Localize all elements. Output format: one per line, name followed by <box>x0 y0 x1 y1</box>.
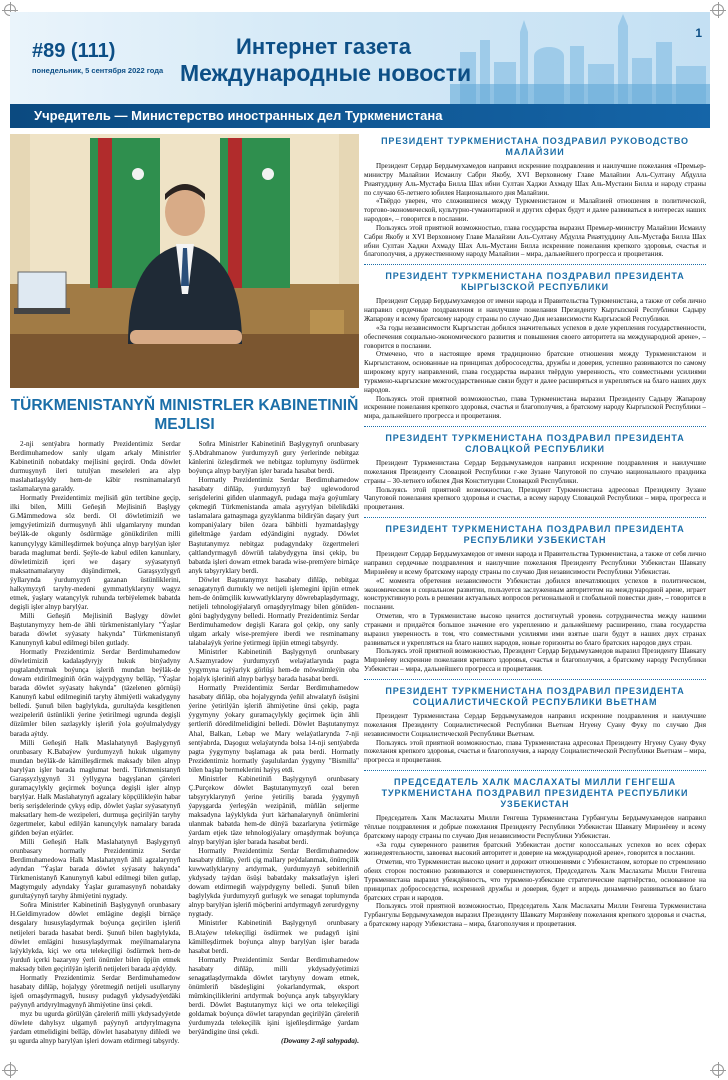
separator <box>364 517 706 518</box>
paragraph: Пользуясь этой приятной возможностью, Президент Туркменистана адресовал Президенту Зузане Чапутовой пожелания крепкого здоровья и счастья, а всему народу Словацкой Республики – мира, прогресса и процветания. <box>364 485 706 512</box>
paragraph: Отметив, что в Туркменистане высоко ценится достигнутый уровень сотрудничества между нашими странами и придаётся большое значение его укреплению и дальнейшему расширению, глава государства выразил уверенность в том, что совместными усилиями ими взятые шаги будут в наших двух странах развиваться и укрепляться на благо наших народов, новые горизонты во благо братских народов двух стран. <box>364 612 706 647</box>
article-title: ПРЕДСЕДАТЕЛЬ ХАЛК МАСЛАХАТЫ МИЛЛИ ГЕНГЕША ТУРКМЕНИСТАНА ПОЗДРАВИЛ ПРЕЗИДЕНТА РЕСПУБЛИКИ УЗБЕКИСТАН <box>381 777 689 810</box>
issue-date: понедельник, 5 сентября 2022 года <box>32 66 164 75</box>
paragraph: Отмечено, что в настоящее время традиционно братские отношения между Туркменистаном и Кыргызстаном, основанные на принципах добрососедства, дружбы и доверия, успешно развиваются по самому широкому кругу направлений, глава государства выразил твёрдую уверенность, что совместными усилиями туркмено-кыргызские межгосударственные связи будут и далее расширяться и укрепляться на благо наших двух народов. <box>364 350 706 394</box>
paragraph: Hormatly Prezidentimiz Serdar Berdimuhamedow hasabaty diňläp, milli ykdysadyýetimizi senagatlaşdyrmakda döwlet taryhyny dowam etmek, önümleriň bäsdeşligini ýokarlandyrmak, eksport mümkinçiliklerini artdyrmak boýunça anyk tabşyryklary berdi. Döwlet Baştutanymyz kiçi we orta telekeçiligi goldamak boýunça döwlet tarapyndan geçirilýän çäreleriň ýurdumyzda telekeçilik işini işjeňleşdirmäge ýardam berýändigine ünsi çekdi. <box>188 955 359 1037</box>
article-title: ПРЕЗИДЕНТ ТУРКМЕНИСТАНА ПОЗДРАВИЛ ПРЕЗИДЕНТА СОЦИАЛИСТИЧЕСКОЙ РЕСПУБЛИКИ ВЬЕТНАМ <box>385 685 685 707</box>
paragraph: Пользуясь этой приятной возможностью, Президент Сердар Бердымухамедов выразил Президенту Шавкату Мирзиёеву искренние пожелания крепкого здоровья, счастья и благополучия, а братскому народу Республики Узбекистан – мира, дальнейшего прогресса и процветания. <box>364 647 706 674</box>
paragraph: Ministrler Kabinetiniň Başlygynyň orunbasary Ç.Purçekow döwlet Baştutanymyzyň ozal beren tabşyryklarynyň ýerine ýetiriliş barada ýygymyň ýapyşgarda ýerleşýän wezipäniň, müňlän seljerme maksadyna laýyklykda ýurt kärhanalarynyň önümlerini ulanmak babatda hem-de dünýä bazarlaryna ýetirmäge ýardam etjek täze tehnologiýalary ornaşdyrmak boýunça alnyp barylýan işler barada hasabat berdi. <box>188 774 359 847</box>
paragraph: Hormatly Prezidentimiz Serdar Berdimuhamedow hasabaty diňläp, ýerli çig mallary peýdalanmak, önümçilik kuwwatlyklaryny artdyrmak, ýurdumyzyň sebitleriniň ykdysady taýdan ösüşi babatdaky maksatlaýyn işleri dowam etdirmegiň wajypdygyny belledi. Şunuň bilen baglylykda ýurdumyzyň gurluşyk we senagat toplumynda alnyp barylýan işleriň möçberini artdyrmagyň zerurdygyny nygtady. <box>188 847 359 919</box>
separator <box>364 679 706 680</box>
paragraph: Председатель Халк Маслахаты Милли Генгеша Туркменистана Гурбангулы Бердымухамедов направил тёплые поздравления и добрые пожелания Президенту Республики Узбекистан Шавкату Мирзиёеву и всему братскому народу страны по случаю Дня независимости Республики Узбекистан. <box>364 814 706 840</box>
article-title: ПРЕЗИДЕНТ ТУРКМЕНИСТАНА ПОЗДРАВИЛ ПРЕЗИДЕНТА КЫРГЫЗСКОЙ РЕСПУБЛИКИ <box>385 271 685 293</box>
newspaper-title-line2: Международные новости <box>180 60 472 86</box>
article-title: ПРЕЗИДЕНТ ТУРКМЕНИСТАНА ПОЗДРАВИЛ ПРЕЗИДЕНТА РЕСПУБЛИКИ УЗБЕКИСТАН <box>385 524 685 546</box>
founder-banner: Учредитель — Министерство иностранных дел Туркменистана <box>10 104 710 128</box>
registration-mark <box>712 1064 724 1076</box>
page-number: 1 <box>695 26 702 40</box>
paragraph: Milli Geňeşiň Mejlisiniň Başlygy döwlet Baştutanymyzy hem-de ähli türkmenistanlylary "Ýaşlar barada döwlet syýasaty hakynda" Türkmenistanyň Kanunynyň kabul edilmegi bilen gutlady. <box>10 611 181 648</box>
masthead <box>10 12 710 104</box>
right-news-column <box>364 134 706 1062</box>
newspaper-title-line1: Интернет газета <box>236 34 411 59</box>
paragraph: Milli Geňeşiň Halk Maslahatynyň Başlygynyň orunbasary K.Babaýew ýurdumyzyň hukuk ulgamyny mundan beýläk-de kämilleşdirmek maksady bilen alnyp barylýan işler barada maglumat berdi. Türkmenistanyň Garaşsyzlygynyň 31 ýyllygyna bagyşlanan çäreleri guramaçylykly geçirmek boýunça degişli işler alnyp barylýar. Halk Maslahatynyň agzalary köpçülikleýin habar beriş serişdelerinde çykyş edip, döwlet ýaşlar syýasatynyň maksatlary hem-de wezipeleri, durmuşa geçirilýän taryhy özgertmeler, kabul edilýän kanunçylyk namalary barada giňden beýan etýärler. <box>10 738 181 838</box>
paragraph: «С момента обретения независимости Узбекистан добился впечатляющих успехов в политическом, экономическом и социальном развитии, пользуется заслуженным авторитетом на международной арене, играет конструктивную роль в решении актуальных вопросов региональной и глобальной повестки дня», – говорится в послании. <box>364 576 706 612</box>
news-article <box>364 269 706 421</box>
issue-number: #89 (111) <box>32 40 116 62</box>
paragraph: «Твёрдо уверен, что сложившиеся между Туркменистаном и Малайзией отношения в политической, торгово-экономической, культурно-гуманитарной и других сферах будут и далее развиваться в интересах наших народов», – говорится в послании. <box>364 197 706 224</box>
paragraph: 2-nji sentýabra hormatly Prezidentimiz Serdar Berdimuhamedow sanly ulgam arkaly Ministrler Kabinetiniň nobatdaky mejlisini geçirdi. Onda döwlet durmuşynyň ileri tutulýan meseleleri ara alyp maslahatlaşyldy hem-de käbir resminamalaryň taslamalaryna garaldy. <box>10 440 181 494</box>
paragraph: Milli Geňeşiň Halk Maslahatynyň Başlygynyň orunbasary hormatly Prezidentimiz Serdar Berdimuhamedowa Halk Maslahatynyň ähli agzalarynyň adyndan "Ýaşlar barada döwlet syýasaty hakynda" Türkmenistanyň Kanunynyň kabul edilmegi bilen gutlap, Magtymguly adyndaky Ýaşlar guramasynyň nobatdaky gurultaýynyň taryhy ähmiýetini nygtady. <box>10 838 181 901</box>
paragraph: Hormatly Prezidentimiz Serdar Berdimuhamedow hasabaty diňläp, ýurdumyzyň baý uglewodorod serişdelerini giňden ulanmagyň, pudaga maýa goýumlary çekmegiň Türkmenistanda amala aşyrylýan bilelikdäki taslamalara gatnaşmaga gyzyklanma bildirýän daşary ýurt kompaniýalary bilen özara bähbitli hyzmatdaşlygy giňeltmäge ýardam edýändigini nygtady. Döwlet Baştutanymyz nebitgaz pudagyndaky özgertmeleri çaltlandyrmagyň döwrüň talabydygyna ünsi çekip, bu babatda işleri dowam etmek barada wise-premýere birnäçe anyk tabşyryklary berdi. <box>188 476 359 575</box>
paragraph: Hormatly Prezidentimiz Serdar Berdimuhamedow hasabaty diňläp, hojalygy ýöretmegiň netijeli usullaryny işjeň ornaşdyrmagyň, hususy pudagyň ykdysadyýetdäki paýynyň artdyrylmagynyň ähmiýetine ünsi çekdi. <box>10 973 181 1009</box>
paragraph: «За годы независимости Кыргызстан добился значительных успехов в деле укрепления государственности, обеспечения социально-экономического развития и повышения своего авторитета на международной арене», – говорится в послании. <box>364 323 706 350</box>
president-photo <box>10 134 359 388</box>
paragraph: «За годы суверенного развития братский Узбекистан достиг колоссальных успехов во всех сферах жизнедеятельности, завоевал высокий авторитет и доверие на международной арене», говорится в послании. <box>364 840 706 858</box>
news-article <box>364 775 706 929</box>
left-article-body <box>10 440 359 1058</box>
news-article <box>364 522 706 674</box>
continued-notice: (Dowamy 2-nji sahypada). <box>280 1037 359 1046</box>
paragraph: Hormatly Prezidentimiz Serdar Berdimuhamedow döwletimiziň kadalaşdyryjy hukuk binýadyny pugtalandyrmak boýunça işleriň mundan beýläk-de dowam etdirilmeginiň örän wajypdygyny belläp, "Ýaşlar barada döwlet syýasaty hakynda" (täzelenen görnüşi) Kanunyň kabul edilmeginiň taryhy ähmiýetli wakadygyny belledi. Şunuň bilen baglylykda, gurultaýda kesgitlenen wezipeleriň üstünlikli ýerine ýetirilmegi ugrunda degişli düzümler bilen sazlaşykly işleriň ýola goýulmalydygy barada aýtdy. <box>10 648 181 738</box>
city-skyline-illustration <box>450 12 710 104</box>
paragraph: Soňra Ministrler Kabinetiniň Başlygynyň orunbasary H.Geldimyradow döwlet emlägine degişli birnäçe desgalary hususylaşdyrmak boýunça geçirilen işleriň netijeleri barada hasabat berdi. Şunuň bilen baglylykda, döwlet emlägini hususylaşdyrmak meýilnamalaryna laýyklykda, kiçi we orta telekeçiligi ösdürmek hem-de ýurduň içerki bazaryny ýerli önümler bilen üpjün etmek maksady bilen geçirilýän işleriň netijeleri barada aýdyldy. <box>10 901 181 973</box>
paragraph: Hormatly Prezidentimiz mejlisiň gün tertibine geçip, ilki bilen, Milli Geňeşiň Mejlisiniň Başlygy G.Mämmedowa söz berdi. Ol döwletimiziň we jemgyýetimiziň durmuşynyň ähli ulgamlaryny mundan beýläk-de okgunly ösdürmäge gönükdirilen milli kanunçylygy kämilleşdirmek boýunça alnyp barylýan işler barada maglumat berdi. Şeýle-de kabul edilen kanunlary, döwletimiziň içeri we daşary syýasatynyň maksatnamalaryny düşündirmek, Garaşsyzlygyň ýyllarynda ýurdumyzyň gazanan üstünliklerini, halkymyzyň taryhy-medeni gymmatlyklaryny wagyz etmek, ýaşlary watançylyk ruhunda terbiýelemek babatda degişli işler alnyp barylýar. <box>10 494 181 611</box>
paragraph: Hormatly Prezidentimiz Serdar Berdimuhamedow hasabaty diňläp, oba hojalygynda ýeňil ahwalatyň ösüşini ýerine ýetirilýän işleriň ähmiýetine ünsi çekip, pagta ýygymyny ýokary guramaçylykly geçirmek üçin ähli şertleriň döredilmelidigini belledi. Döwlet Baştutanymyz Ahal, Balkan, Lebap we Mary welaýatlarynda 7-nji sentýabrda, Daşoguz welaýatynda bolsa 14-nji sentýabrda pagta ýygymyny başlamaga ak pata berdi. Hormatly Prezidentimiz hormatly ýaşululardan ýygymy "Bismilla" bilen başlap bermeklerini haýyş etdi. <box>188 684 359 774</box>
news-article <box>364 684 706 765</box>
paragraph: Президент Сердар Бердымухамедов от имени народа и Правительства Туркменистана, а также от себя лично направил сердечные поздравления и наилучшие пожелания Президенту Республики Узбекистан Шавкату Мирзиёеву и всему братскому народу страны по случаю Дня независимости Республики Узбекистан. <box>364 550 706 576</box>
separator <box>364 264 706 265</box>
paragraph: Soňra Ministrler Kabinetiniň Başlygynyň orunbasary Ş.Abdrahmanow ýurdumyzyň gury ýerlerinde nebitgaz känlerini özleşdirmek we nebitgaz toplumyny ösdürmek boýunça alnyp barylýan işler barada hasabat berdi. <box>188 440 359 476</box>
paragraph: Пользуясь этой приятной возможностью, глава государства выразил Премьер-министру Малайзии Исмаилу Сабри Якобу и XVI Верховному Главе Малайзии Аль-Султану Абдулла Риаятуддину Аль-Мустафа Билла Шах ибни Султан Хаджи Ахмаду Шах Аль-Мустаин Билла искренние пожелания крепкого здоровья, счастья и благополучия, а дружественному народу Малайзии – мира, дальнейшего прогресса и процветания. <box>364 223 706 259</box>
paragraph: Пользуясь этой приятной возможностью, глава Туркменистана адресовал Президенту Нгуену Суану Фуку пожелания крепкого здоровья, счастья и благополучия, а народу Социалистической Республики Вьетнам – мира, прогресса и процветания. <box>364 738 706 765</box>
registration-mark <box>4 1064 16 1076</box>
paragraph: Президент Туркменистана Сердар Бердымухамедов направил искренние поздравления и наилучшие пожелания Президенту Социалистической Республики Вьетнам Нгуену Суану Фуку по случаю Дня независимости Социалистической Республики Вьетнам. <box>364 711 706 738</box>
paragraph: Ministrler Kabinetiniň Başlygynyň orunbasary A.Sazmyradow ýurdumyzyň welaýatlarynda pagta ýygymyna taýýarlyk görlüşi hem-de möwsümleýin oba hojalyk işleriniň alnyp barlyşy barada hasabat berdi. <box>188 648 359 684</box>
registration-mark <box>712 4 724 16</box>
paragraph: Döwlet Baştutanymyz hasabaty diňläp, nebitgaz senagatynyň durnukly we netijeli işlemegini üpjün etmek hem-de önümçilik kuwwatlyklaryny döwrebaplaşdyrmagy, netijeli tehnologiýalaryň ornaşdyrylmagy bilen gönüden-göni baglydygyny belledi. Hormatly Prezidentimiz Serdar Berdimuhamedow degişli Karara gol çekip, ony sanly ulgam arkaly wise-premýere iberdi we resminamany talabalaýyk ýerine ýetirmegi üpjün etmegi tabşyrdy. <box>188 575 359 648</box>
article-title: ПРЕЗИДЕНТ ТУРКМЕНИСТАНА ПОЗДРАВИЛ РУКОВОДСТВО МАЛАЙЗИИ <box>381 136 689 157</box>
separator <box>364 770 706 771</box>
paragraph: Президент Сердар Бердымухамедов от имени народа и Правительства Туркменистана, а также от себя лично направил сердечные поздравления и наилучшие пожелания Президенту Кыргызской Республики Садыру Жапарову и всему братскому народу страны по случаю Дня независимости Кыргызской Республики. <box>364 297 706 323</box>
separator <box>364 426 706 427</box>
paragraph: Пользуясь этой приятной возможностью, Председатель Халк Маслахаты Милли Генгеша Туркменистана Гурбангулы Бердымухамедов выразил Президенту Шавкату Мирзиёеву пожелания крепкого здоровья и счастья, а братскому народу Узбекистана – мира, благополучия и процветания. <box>364 902 706 929</box>
article-title: ПРЕЗИДЕНТ ТУРКМЕНИСТАНА ПОЗДРАВИЛ ПРЕЗИДЕНТА СЛОВАЦКОЙ РЕСПУБЛИКИ <box>385 433 685 455</box>
photo-illustration <box>10 134 359 388</box>
news-article <box>364 134 706 259</box>
paragraph: myz bu ugurda görülýän çäreleriň milli ykdysadyýetde döwlete dahylsyz ulgamyň paýynyň artdyrylmagyna ýardam etmelidigini belläp, döwlet hasabatyny diňledi we şu ugurda alnyp barylýan işleri dowam etdirmegi tabşyrdy. <box>10 1009 181 1046</box>
paragraph: Пользуясь этой приятной возможностью, глава Туркменистана выразил Президенту Садыру Жапарову искренние пожелания крепкого здоровья, счастья и благополучия, а братскому народу Кыргызской Республики – мира, дальнейшего прогресса и процветания. <box>364 394 706 421</box>
news-article <box>364 431 706 512</box>
left-article-title: TÜRKMENISTANYŇ MINISTRLER KABINETINIŇ MEJLISI <box>10 397 359 433</box>
paragraph: Президент Туркменистана Сердар Бердымухамедов направил искренние поздравления и наилучшие пожелания Президенту Словацкой Республики г-же Зузане Чапутовой по случаю национального праздника страны – 30-летнего юбилея Дня Конституции Словацкой Республики. <box>364 459 706 485</box>
paragraph: Ministrler Kabinetiniň Başlygynyň orunbasary B.Ataýew telekeçiligi ösdürmek we pudagyň işini kämilleşdirmek boýunça alnyp barylýan işler barada hasabat berdi. <box>188 919 359 955</box>
paragraph: Президент Сердар Бердымухамедов направил искренние поздравления и наилучшие пожелания «Премьер-министру Малайзии Исмаилу Сабри Якобу, XVI Верховному Главе Малайзии Аль-Султану Абдулла Риаятуддину Аль-Мустафа Билла Шах ибни Султан Хаджи Ахмаду Шах Аль-Мустаин Билла и народу страны по случаю 65-летнего юбилея Национального дня Малайзии. <box>364 162 706 197</box>
paragraph: Отметив, что Туркменистан высоко ценит и дорожит отношениями с Узбекистаном, которые по стремлению обеих сторон постоянно развиваются и совершенствуются, Председатель Халк Маслахаты Милли Генгеша Туркменистана выразил убеждённость, что туркмено-узбекские стратегические партнёрство, основанное на принципах добрососедства, искренней дружбы и доверия, будет и впредь динамично развиваться во благо братских стран и народов. <box>364 858 706 902</box>
